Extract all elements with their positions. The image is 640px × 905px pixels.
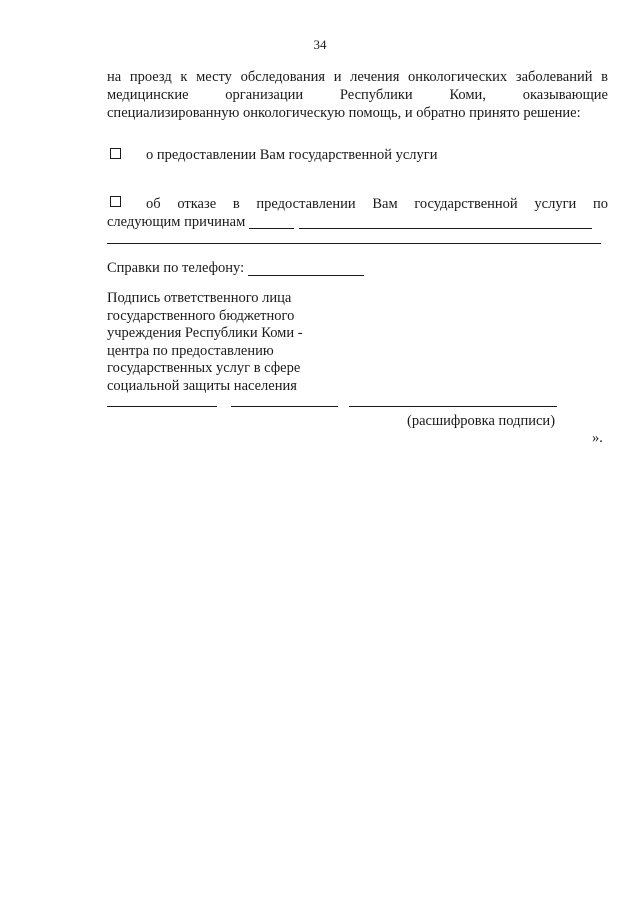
intro-line-2: медицинские организации Республики Коми, оказывающие (107, 87, 608, 103)
refuse-reason-line-full[interactable] (107, 243, 601, 244)
signature-sign-line[interactable] (231, 406, 338, 407)
refuse-checkbox[interactable] (110, 196, 121, 207)
signature-block (107, 290, 303, 395)
signature-decode-line[interactable] (349, 406, 557, 407)
closing-quote: ». (592, 430, 603, 446)
phone-fill-line[interactable] (248, 275, 364, 276)
refuse-option-line-1: об отказе в предоставлении Вам государственной услуги по (146, 196, 608, 212)
grant-checkbox[interactable] (110, 148, 121, 159)
signature-line-1: Подпись ответственного лица (107, 290, 292, 306)
intro-line-3: специализированную онкологическую помощь, и обратно принято решение: (107, 105, 581, 121)
refuse-option-line-2: следующим причинам (107, 214, 246, 230)
phone-label: Справки по телефону: (107, 260, 245, 276)
signature-line-5: государственных услуг в сфере (107, 360, 301, 376)
signature-line-4: центра по предоставлению (107, 342, 274, 359)
signature-line-6: социальной защиты населения (107, 377, 297, 394)
grant-option-label: о предоставлении Вам государственной услуги (146, 147, 438, 163)
signature-decode-caption: (расшифровка подписи) (407, 413, 556, 429)
page-number: 34 (313, 37, 327, 52)
refuse-reason-line-long[interactable] (299, 228, 592, 229)
signature-line-3: учреждения Республики Коми - (107, 325, 303, 341)
refuse-reason-line-short[interactable] (249, 228, 294, 229)
signature-date-line[interactable] (107, 406, 217, 407)
signature-line-2: государственного бюджетного (107, 307, 295, 324)
intro-line-1: на проезд к месту обследования и лечения онкологических заболеваний в (107, 69, 608, 85)
